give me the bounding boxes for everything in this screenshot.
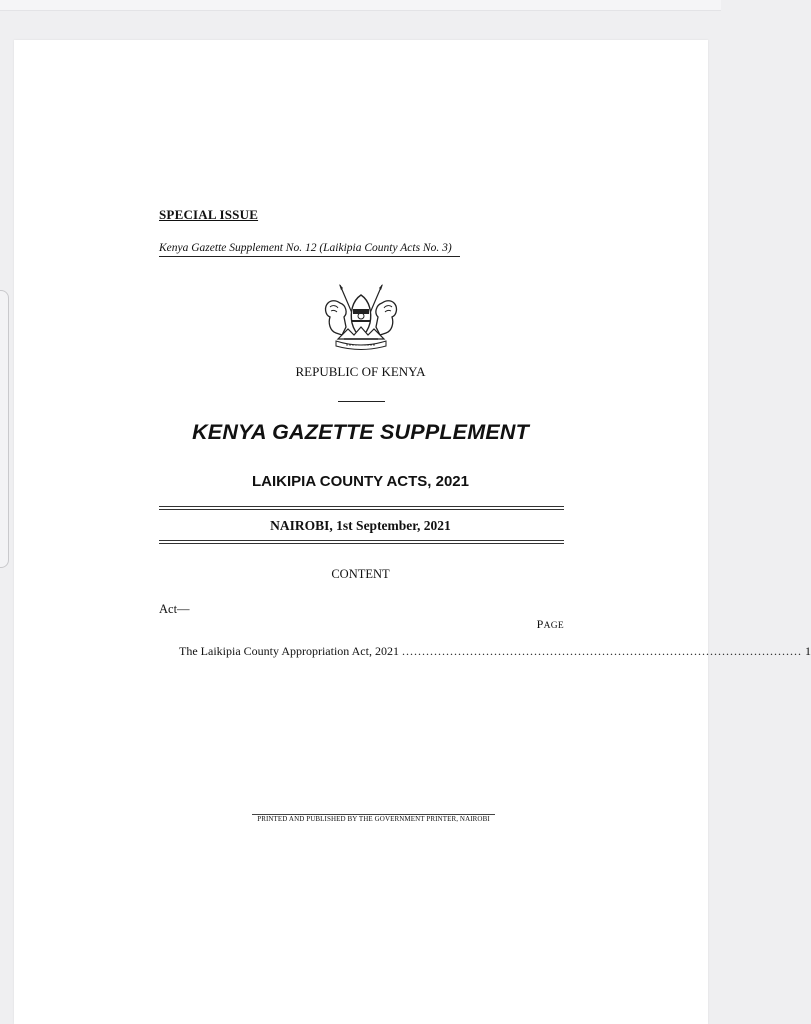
viewer-top-bar xyxy=(0,0,721,11)
gazette-title: KENYA GAZETTE SUPPLEMENT xyxy=(192,420,529,444)
republic-label: REPUBLIC OF KENYA xyxy=(295,364,426,379)
dateline: NAIROBI, 1st September, 2021 xyxy=(270,518,451,533)
lower-double-rule xyxy=(159,540,564,544)
acts-subtitle: LAIKIPIA COUNTY ACTS, 2021 xyxy=(252,473,469,490)
special-issue-label: SPECIAL ISSUE xyxy=(159,207,259,222)
kenya-coat-of-arms-icon xyxy=(322,283,400,351)
page-heading-initial: P xyxy=(536,617,544,631)
toc-entry[interactable] xyxy=(179,644,811,659)
contents-heading: CONTENT xyxy=(331,567,390,581)
supplement-reference: Kenya Gazette Supplement No. 12 (Laikipia County Acts No. 3) xyxy=(159,242,460,257)
toc-entry-title: The Laikipia County Appropriation Act, 2021 xyxy=(179,644,399,658)
short-divider xyxy=(338,401,385,402)
act-label: Act— xyxy=(159,602,190,616)
upper-double-rule xyxy=(159,506,564,510)
page-column-heading xyxy=(537,617,564,632)
page-heading-rest: AGE xyxy=(543,621,564,631)
printer-footer: PRINTED AND PUBLISHED BY THE GOVERNMENT PRINTER, NAIROBI xyxy=(257,815,490,823)
toc-entry-page: 1 xyxy=(804,644,811,658)
toc-dot-leader: .................................................................................................... xyxy=(401,644,802,658)
